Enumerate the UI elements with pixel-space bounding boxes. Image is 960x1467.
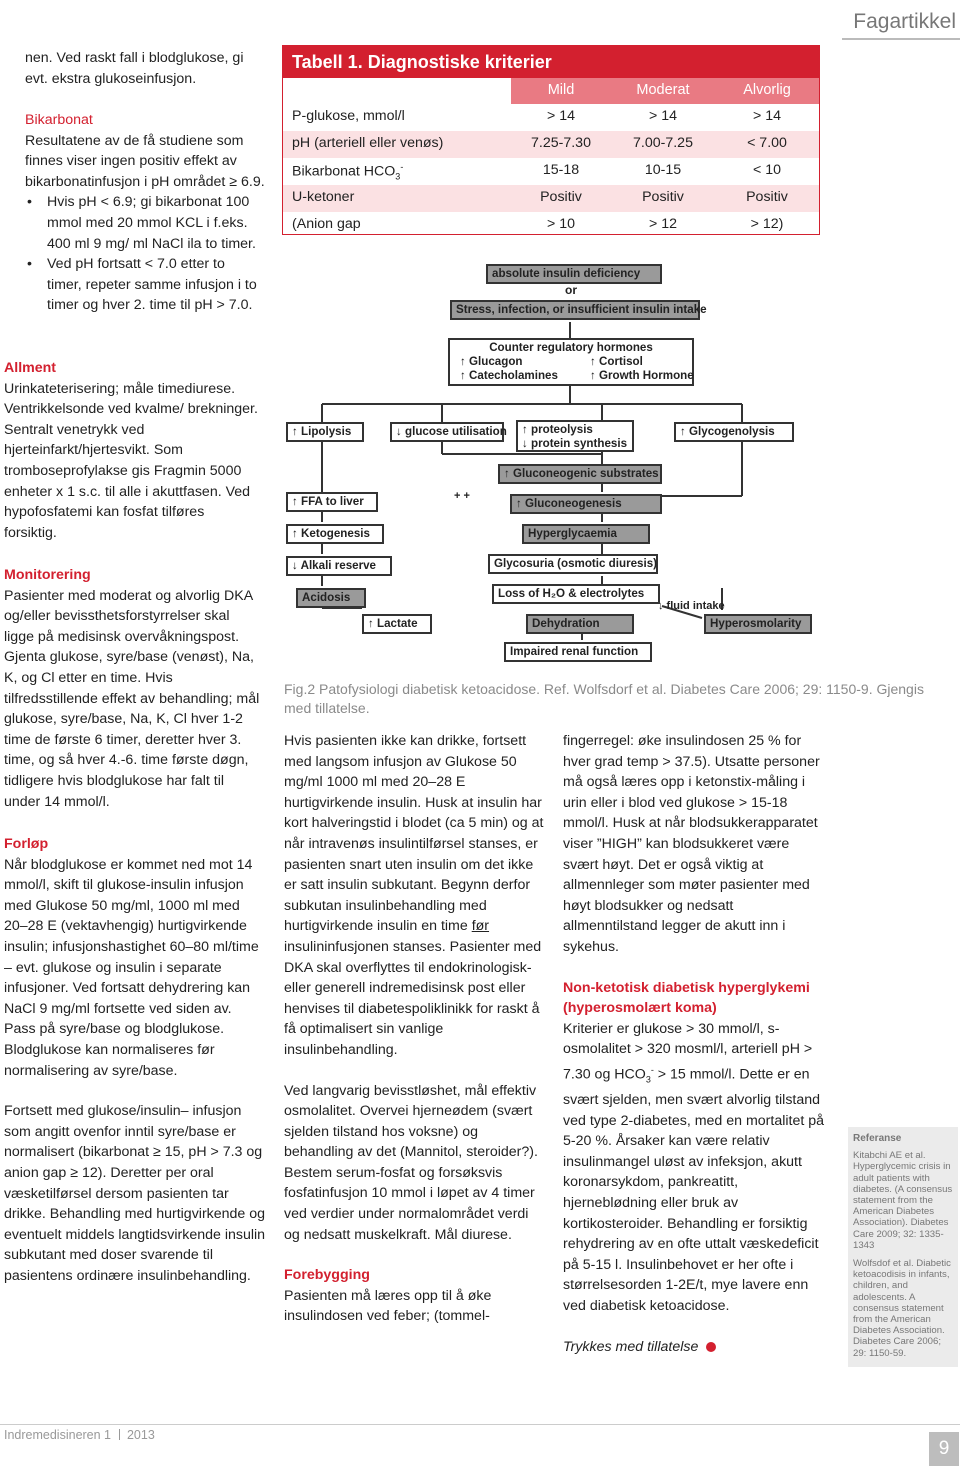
bikarbonat-text: Resultatene av de få studiene som finnes viser ingen positiv effekt av bikarbonatinfusjon i pH området ≥ 6.9. <box>25 132 265 190</box>
fluid-intake-label: ↓ fluid intake <box>658 600 725 612</box>
box-glucose-utilisation: ↓ glucose utilisation <box>390 422 504 442</box>
monitorering-heading: Monitorering <box>4 567 91 583</box>
monitorering-text: Pasienter med moderat og alvorlig DKA og/eller bevissthetsforstyrrelser skal ligge på medisinsk overvåkningspost. Gjenta glukose, syre/base (venøst), Na, K, og Cl etter en time. Hvis tilfredsstillende effekt av behandling; mål glukose, syre/base, Na, K, Cl hver 1-2 time de første 6 timer, deretter hver 3. time, og så hver 4.-6. time første døgn, tidligere hvis blodglukose har falt til under 14 mmol/l. <box>4 587 260 810</box>
box-acidosis: Acidosis <box>296 588 366 608</box>
cell: > 14 <box>546 108 575 124</box>
cell: 15-18 <box>542 162 580 178</box>
header-rule <box>842 38 960 40</box>
box-ffa: ↑ FFA to liver <box>286 492 378 512</box>
row-label: (Anion gap <box>292 216 361 232</box>
table-title: Tabell 1. Diagnostiske kriterier <box>283 46 819 78</box>
box-absolute-insulin: absolute insulin deficiency <box>486 264 662 284</box>
col-header-alvorlig: Alvorlig <box>743 82 791 98</box>
growth-hormone-label: ↑ Growth Hormone <box>590 369 694 382</box>
col3-paragraph-2: Kriterier er glukose > 30 mmol/l, s-osmolalitet > 320 mosml/l, arteriell pH > 7.30 og $HCO_3^- > 15$ mmol/l. Dette er en svært sjelden, men svært alvorlig tilstand ved type 2-diabetes, med en mortalitet på 5-20 %. Årsaker kan være relativ insulinmangel uløst av infeksjon, akutt koronarsykdom, pankreatitt, hjerneblødning eller bruk av kortikosteroider. Behandling er forsiktig rehydrering av en ofte uttalt væskedeficit på 5-15 l. Insulinbehovet er her ofte i størrelsesorden 1-2E/t, mye lavere enn ved diabetisk ketoacidose. <box>563 1020 825 1314</box>
table-row <box>283 104 819 132</box>
box-gluconeogenic-substrates: ↑ Gluconeogenic substrates <box>498 464 662 484</box>
cell: 7.00-7.25 <box>633 135 693 151</box>
box-renal-function: Impaired renal function <box>504 642 652 662</box>
bikarbonat-section <box>25 110 265 316</box>
cell: > 12 <box>648 216 677 232</box>
footer-rule <box>0 1424 960 1425</box>
underlined-word: før <box>471 918 490 935</box>
box-loss-h2o: Loss of H₂O & electrolytes <box>492 584 660 604</box>
col2 <box>284 731 544 1327</box>
bikarbonat-heading: Bikarbonat <box>25 112 93 128</box>
references-title: Referanse <box>853 1133 902 1144</box>
box-counter-regulatory <box>448 338 694 386</box>
cell: Positiv <box>746 189 788 205</box>
cell: > 10 <box>546 216 575 232</box>
row-label: U-ketoner <box>292 189 355 205</box>
forebygging-heading: Forebygging <box>284 1267 370 1284</box>
list-item: • Hvis pH < 6.9; gi bikarbonat 100 mmol med 20 mmol KCL i f.eks. 400 ml 9 mg/ ml NaCl ila to timer. <box>47 192 257 254</box>
col-header-mild: Mild <box>547 82 575 98</box>
row-label: P-glukose, mmol/l <box>292 108 405 124</box>
cell: < 7.00 <box>747 135 787 151</box>
pathophysiology-diagram <box>282 258 822 664</box>
row-label: pH (arteriell eller venøs) <box>292 135 444 151</box>
diagnostic-table <box>282 45 820 235</box>
forlop-text1: Når blodglukose er kommet ned mot 14 mmol/l, skift til glukose-insulin infusjon med Glukose 50 mg/ml, 1000 ml med 20–28 E (vektavhengig) hurtigvirkende insulin; infusjonshastighet 60–80 ml/time – evt. glukose og insulin i separate infusjoner. Ved fortsatt dehydrering kan NaCl 9 mg/ml fortsette ved siden av. Pass på syre/base og blodglukose. Blodglukose kan normaliseres før normalisering av syre/base. <box>4 856 259 1079</box>
forebygging-text: Pasienten må læres opp til å øke insulindosen ved feber; (tommel- <box>284 1287 492 1325</box>
printed-with-permission: Trykkes med tillatelse <box>563 1337 825 1358</box>
counter-title: Counter regulatory hormones <box>489 341 653 354</box>
forlop-section <box>4 834 266 1286</box>
section-label: Fagartikkel <box>853 10 956 33</box>
allment-text: Urinkateterisering; måle timediurese. Ventrikkelsonde ved kvalme/ brekninger. Sentralt venetrykk ved hjerteinfarkt/hjertesvikt. Som tromboseprofylakse gis Fragmin 5000 enheter x 1 s.c. til alle i akuttfasen. Ved hypofosfatemi kan fosfat tilføres forsiktig. <box>4 380 258 541</box>
box-ketogenesis: ↑ Ketogenesis <box>286 524 384 544</box>
allment-section <box>4 358 259 543</box>
cell: 10-15 <box>644 162 682 178</box>
protein-synthesis-label: ↓ protein synthesis <box>522 437 628 450</box>
box-lipolysis: ↑ Lipolysis <box>286 422 364 442</box>
plus-plus: + + <box>454 490 470 502</box>
non-ketotic-heading: Non-ketotisk diabetisk hyperglykemi (hyperosmolært koma) <box>563 979 810 1017</box>
cortisol-label: ↑ Cortisol <box>590 355 643 368</box>
box-stress: Stress, infection, or insufficient insulin intake <box>450 300 700 320</box>
glucagon-label: ↑ Glucagon <box>460 355 523 368</box>
box-proteolysis <box>516 420 634 452</box>
col3 <box>563 731 825 1357</box>
cell: > 12) <box>750 216 784 232</box>
forlop-text2: Fortsett med glukose/insulin– infusjon som angitt ovenfor inntil syre/base er normalisert (bikarbonat ≥ 15, pH > 7.3 og anion gap ≥ 12). Deretter per oral væsketilførsel dersom pasienten tar drikke. Behandling med hurtigvirkende og eventuelt middels langtidsvirkende insulin subkutant med doser svarende til pasientens ordinære insulinbehandling. <box>4 1103 266 1284</box>
monitorering-section <box>4 565 262 812</box>
end-mark-icon <box>706 1342 716 1352</box>
cell: Positiv <box>642 189 684 205</box>
box-glycosuria: Glycosuria (osmotic diuresis) <box>488 554 658 574</box>
cell: 7.25-7.30 <box>531 135 591 151</box>
references-box <box>848 1127 958 1367</box>
box-glycogenolysis: ↑ Glycogenolysis <box>674 422 794 442</box>
box-or: or <box>565 283 577 297</box>
table-row <box>283 158 819 186</box>
figure-caption: Fig.2 Patofysiologi diabetisk ketoacidose. Ref. Wolfsdorf et al. Diabetes Care 2006; 29: 1150-9. Gjengis med tillatelse. <box>284 681 924 716</box>
box-dehydration: Dehydration <box>526 614 634 634</box>
col-header-moderat: Moderat <box>636 82 690 98</box>
allment-heading: Allment <box>4 360 57 376</box>
row-label: Bikarbonat $HCO_3^-$ <box>292 162 404 182</box>
box-gluconeogenesis: ↑ Gluconeogenesis <box>510 494 662 514</box>
catecholamines-label: ↑ Catecholamines <box>460 369 558 382</box>
box-lactate: ↑ Lactate <box>362 614 432 634</box>
col2-paragraph-2: Ved langvarig bevisstløshet, mål effektiv osmolalitet. Overvei hjerneødem (svært sjelden tilstand hos voksne) og behandling av det (Mannitol, steroider?). Bestem serum-fosfat og forsøksvis fosfatinfusjon 10 mmol i løpet av 4 timer ved verdier under normalområdet verdi og nedsatt muskelkraft. Mål diurese. <box>284 1082 538 1243</box>
box-hyperosmolarity: Hyperosmolarity <box>704 614 812 634</box>
proteolysis-label: ↑ proteolysis <box>522 423 593 436</box>
cell: Positiv <box>540 189 582 205</box>
col1-intro: nen. Ved raskt fall i blodglukose, gi evt. ekstra glukoseinfusjon. <box>25 50 244 87</box>
box-alkali-reserve: ↓ Alkali reserve <box>286 556 392 576</box>
page-number: 9 <box>929 1432 959 1466</box>
cell: > 14 <box>648 108 677 124</box>
table-row <box>283 131 819 158</box>
cell: > 14 <box>752 108 781 124</box>
table-header <box>511 78 819 104</box>
reference-item: Wolfsdof et al. Diabetic ketoacodisis in infants, children, and adolescents. A consensus statement from the American Diabetes Association. Diabetes Care 2006; 29: 1150-59. <box>853 1258 951 1359</box>
table-row <box>283 212 819 239</box>
col3-paragraph-1: fingerregel: øke insulindosen 25 % for hver grad temp > 37.5). Utsatte personer må også læres opp i ketonstix-måling i urin eller i blod ved glukose > 15-18 mmol/l. Husk at når blodsukkerapparatet viser ”HIGH” kan blodsukkeret være svært høyt. Det er også viktig at allmennleger som møter pasienter med høyt blodsukker og nedsatt allmenntilstand legger de akutt inn i sykehus. <box>563 733 820 955</box>
cell: < 10 <box>752 162 781 178</box>
bikarbonat-list <box>25 192 257 316</box>
table-row <box>283 185 819 212</box>
list-item: • Ved pH fortsatt < 7.0 etter to timer, repeter samme infusjon i to timer og hver 2. time til pH > 7.0. <box>47 254 257 316</box>
box-hyperglycaemia: Hyperglycaemia <box>522 524 650 544</box>
forlop-heading: Forløp <box>4 836 49 852</box>
reference-item: Kitabchi AE et al. Hyperglycemic crisis in adult patients with diabetes. (A consensus statement from the American Diabetes Association). Diabetes Care 2009; 32: 1335-1343 <box>853 1150 953 1251</box>
col2-paragraph-1: Hvis pasienten ikke kan drikke, fortsett med langsom infusjon av Glukose 50 mg/ml 1000 ml med 20–28 E hurtigvirkende insulin. Husk at insulin har kort halveringstid i blodet (ca 5 min) og at når intravenøs insulintilførsel stanses, er pasienten snart uten insulin om det ikke er satt insulin subkutant. Begynn derfor subkutan insulinbehandling med hurtigvirkende insulin en time før insulininfusjonen stanses. Pasienter med DKA skal overflyttes til endokrinologisk- eller generell indremedisinsk post eller henvises til diabetespoliklinikk for raskt å få optimalisert sin vanlige insulinbehandling. <box>284 733 544 1058</box>
footer-journal: Indremedisineren 1 2013 <box>4 1428 155 1442</box>
